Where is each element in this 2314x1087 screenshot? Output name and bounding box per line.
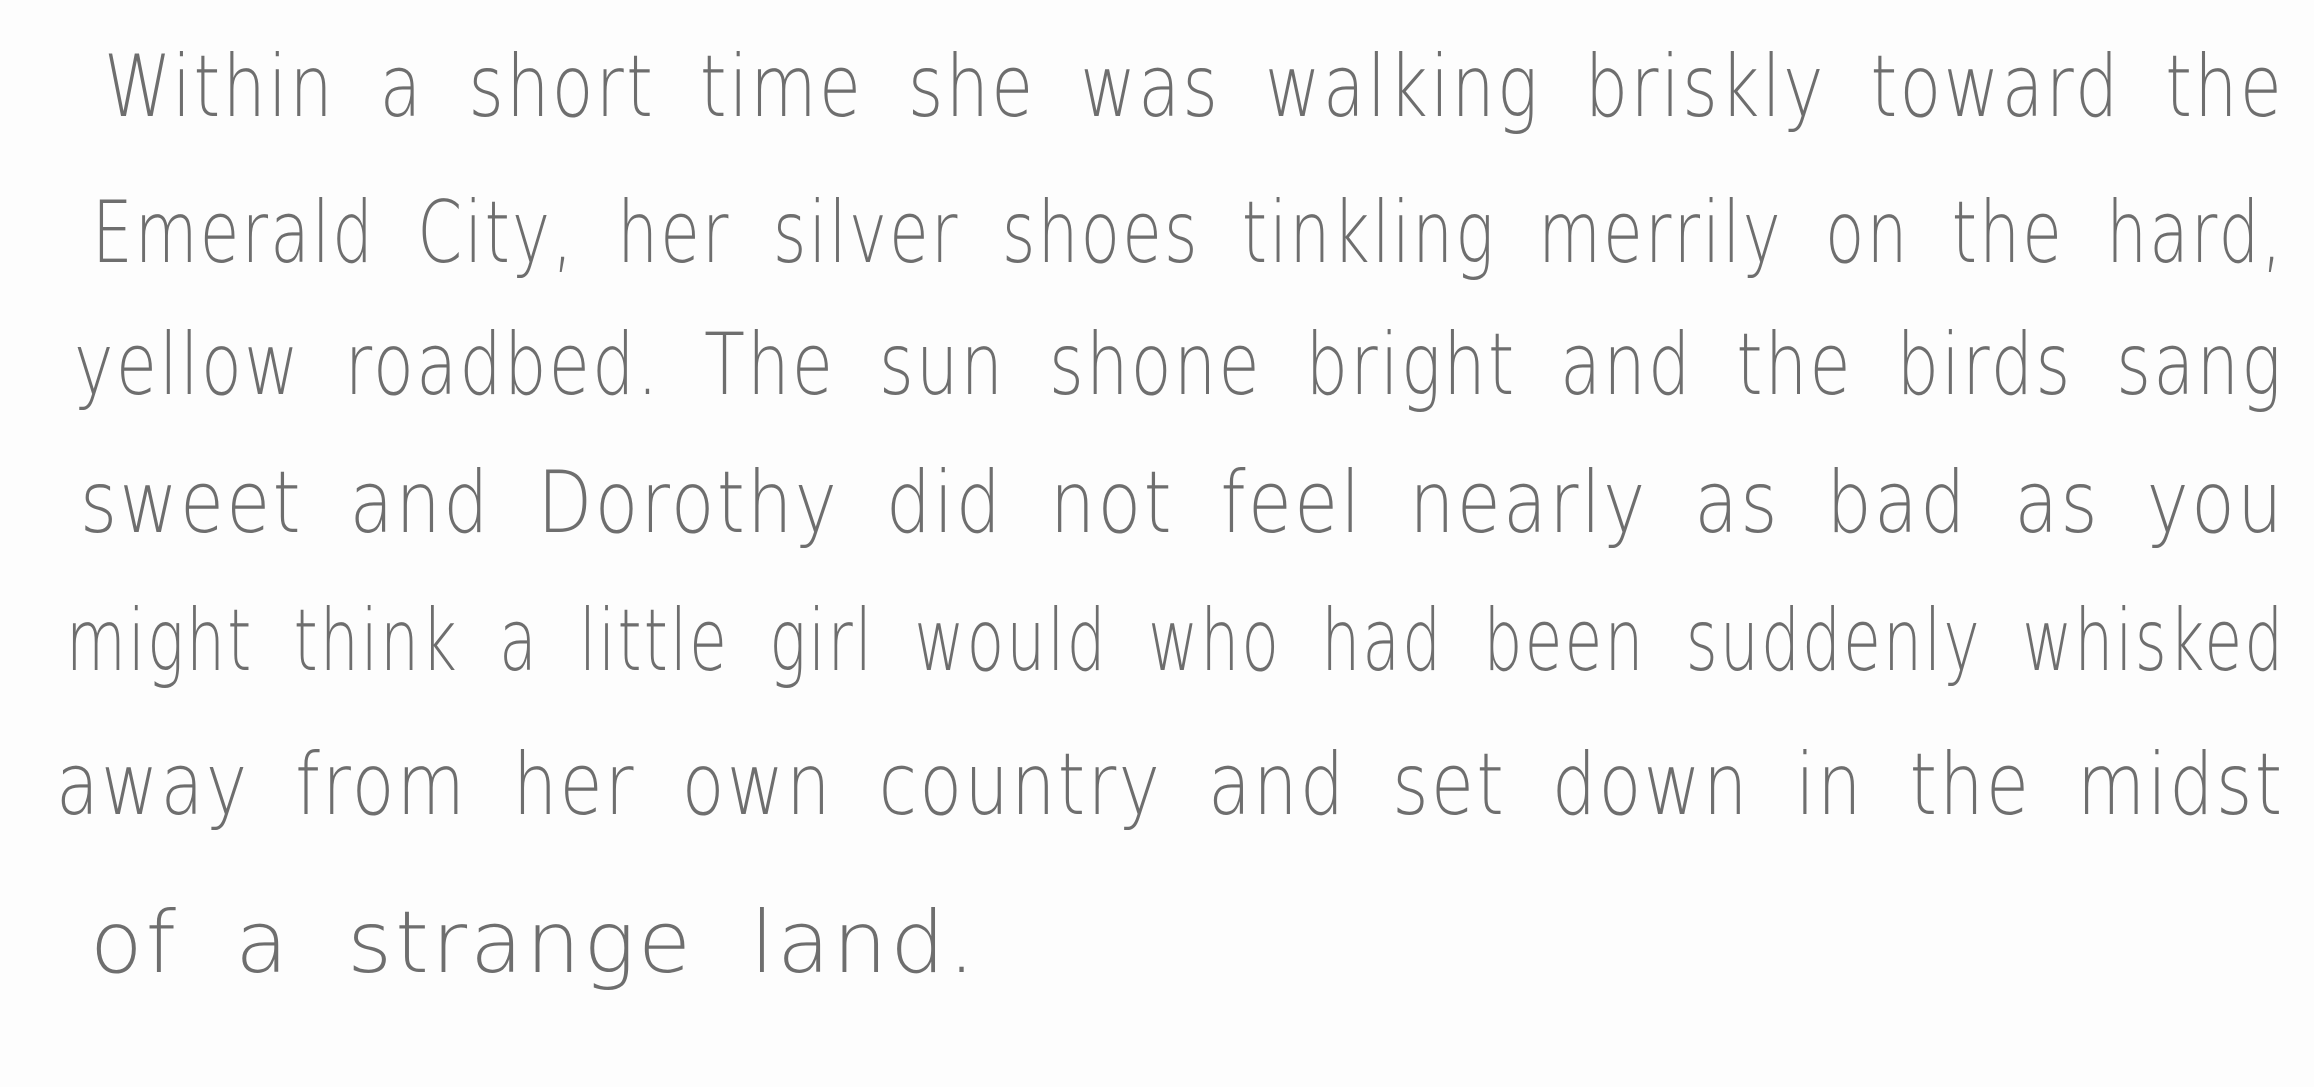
handwritten-line-1: Within a short time she was walking briskly toward the xyxy=(104,37,2285,137)
handwritten-line-6: away from her own country and set down in the midst xyxy=(56,735,2285,835)
handwritten-line-2: Emerald City, her silver shoes tinkling merrily on the hard, xyxy=(92,183,2285,283)
handwritten-line-4: sweet and Dorothy did not feel nearly as bad as you xyxy=(80,453,2285,553)
handwritten-line-5: might think a little girl would who had been suddenly whisked xyxy=(66,591,2286,691)
handwritten-line-7: of a strange land. xyxy=(90,893,979,993)
handwritten-line-3: yellow roadbed. The sun shone bright and the birds sang xyxy=(74,315,2284,415)
